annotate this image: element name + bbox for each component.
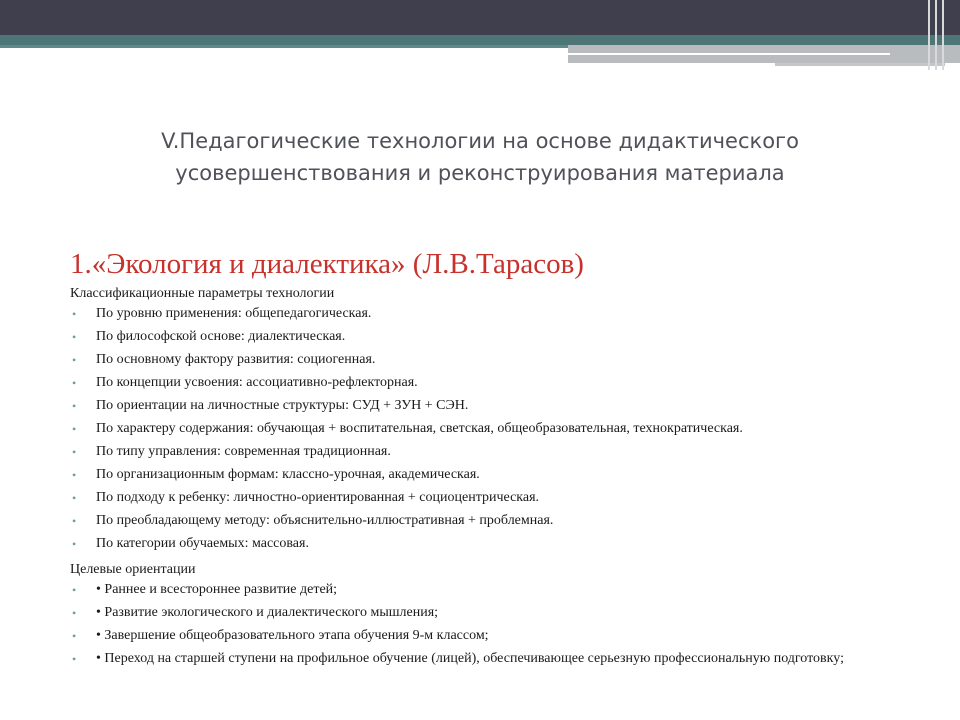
goals-label: Целевые ориентации: [70, 562, 196, 577]
bullet-icon: •: [72, 399, 77, 413]
list-item-text: По уровню применения: общепедагогическая.: [96, 306, 372, 321]
bullet-icon: •: [72, 583, 77, 597]
header-edge-strip: [942, 0, 944, 70]
bullet-icon: •: [72, 606, 77, 620]
bullet-icon: •: [72, 445, 77, 459]
list-item: [70, 651, 900, 667]
list-item-text: По характеру содержания: обучающая + воспитательная, светская, общеобразовательная, технократическая.: [96, 421, 743, 436]
list-item: [70, 605, 900, 621]
header-edge-strip: [935, 0, 937, 70]
bullet-icon: •: [72, 422, 77, 436]
list-item: [70, 444, 900, 460]
header-band-teal-lower: [0, 45, 568, 48]
list-item-text: По концепции усвоения: ассоциативно-рефлекторная.: [96, 375, 418, 390]
header-band-dark: [0, 0, 960, 35]
list-item-text: • Переход на старшей ступени на профильное обучение (лицей), обеспечивающее серьезную профессиональную подготовку;: [96, 651, 844, 666]
slide-title: V.Педагогические технологии на основе дидактического усовершенствования и реконструирования материала: [161, 129, 799, 185]
list-item: [70, 375, 900, 391]
classification-label: Классификационные параметры технологии: [70, 286, 335, 301]
bullet-icon: •: [72, 376, 77, 390]
header-band-divider-lower: [775, 63, 945, 66]
bullet-icon: •: [72, 652, 77, 666]
list-item-text: По преобладающему методу: объяснительно-иллюстративная + проблемная.: [96, 513, 554, 528]
list-item: [70, 582, 900, 598]
list-item-text: По подходу к ребенку: личностно-ориентированная + социоцентрическая.: [96, 490, 540, 505]
list-item: [70, 421, 900, 437]
classification-list: [70, 306, 900, 552]
slide-content: [70, 283, 900, 674]
list-item-text: По основному фактору развития: социогенная.: [96, 352, 376, 367]
list-item: [70, 398, 900, 414]
bullet-icon: •: [72, 307, 77, 321]
header-band-divider: [568, 53, 890, 55]
slide-subtitle: 1.«Экология и диалектика» (Л.В.Тарасов): [70, 248, 584, 280]
list-item-text: По ориентации на личностные структуры: СУД + ЗУН + СЭН.: [96, 398, 469, 413]
list-item: [70, 513, 900, 529]
header-band-teal: [0, 35, 960, 45]
list-item: [70, 536, 900, 552]
list-item-text: • Завершение общеобразовательного этапа обучения 9-м классом;: [96, 628, 489, 643]
header-edge-strip: [928, 0, 930, 70]
list-item-text: • Развитие экологического и диалектического мышления;: [96, 605, 439, 620]
list-item: [70, 467, 900, 483]
list-item: [70, 628, 900, 644]
bullet-icon: •: [72, 629, 77, 643]
bullet-icon: •: [72, 491, 77, 505]
bullet-icon: •: [72, 330, 77, 344]
list-item-text: По философской основе: диалектическая.: [96, 329, 346, 344]
bullet-icon: •: [72, 353, 77, 367]
list-item: [70, 306, 900, 322]
list-item: [70, 352, 900, 368]
bullet-icon: •: [72, 468, 77, 482]
goals-list: [70, 582, 900, 667]
bullet-icon: •: [72, 537, 77, 551]
list-item: [70, 329, 900, 345]
list-item-text: По типу управления: современная традиционная.: [96, 444, 391, 459]
list-item-text: • Раннее и всестороннее развитие детей;: [96, 582, 338, 597]
bullet-icon: •: [72, 514, 77, 528]
list-item-text: По организационным формам: классно-урочная, академическая.: [96, 467, 480, 482]
list-item: [70, 490, 900, 506]
list-item-text: По категории обучаемых: массовая.: [96, 536, 309, 551]
